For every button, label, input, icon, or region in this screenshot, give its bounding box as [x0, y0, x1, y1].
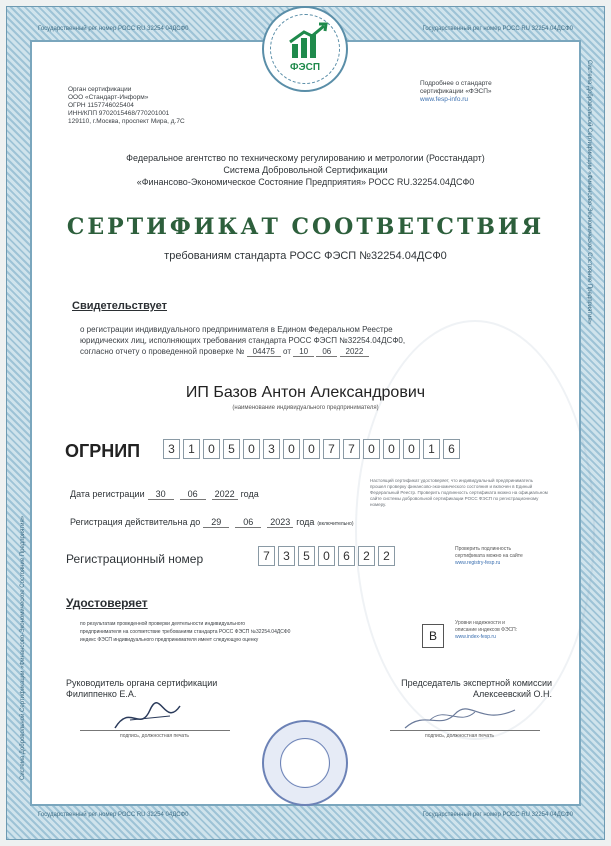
ogrnip-digit: 0 — [243, 439, 260, 459]
agency-line: Система Добровольной Сертификации — [223, 165, 388, 175]
attest-line — [80, 346, 560, 357]
reg-number-digit: 0 — [318, 546, 335, 566]
certify-line: индекс ФЭСП индивидуального предпринимателя имеет следующую оценку — [80, 637, 259, 643]
reg-number-note — [455, 546, 555, 567]
grade-note-link[interactable]: www.index-fesp.ru — [455, 634, 496, 640]
validity-label: Регистрация действительна до — [70, 517, 201, 527]
ogrnip-digit: 7 — [343, 439, 360, 459]
registration-day: 30 — [148, 489, 174, 500]
certify-text — [80, 620, 410, 644]
bottom-border-text — [30, 806, 581, 824]
certify-heading: Удостоверяет — [66, 596, 148, 610]
left-signatory — [66, 678, 217, 700]
org-line: ОГРН 1157746025404 — [68, 102, 134, 109]
ogrnip-digit: 0 — [383, 439, 400, 459]
validity-row — [70, 517, 354, 528]
right-signature-line — [390, 730, 540, 731]
validity-month: 06 — [235, 517, 261, 528]
ogrnip-digit: 7 — [323, 439, 340, 459]
holder-name: ИП Базов Антон Александрович — [185, 384, 426, 401]
registration-year: 2022 — [212, 489, 238, 500]
watermark-seal — [355, 320, 595, 740]
growth-chart-icon — [264, 8, 350, 94]
official-stamp — [262, 720, 348, 806]
fesp-grade: B — [422, 624, 444, 648]
report-number: 04475 — [247, 347, 281, 357]
reference-link[interactable]: www.fesp-info.ru — [420, 96, 469, 103]
validity-year: 2023 — [267, 517, 293, 528]
standard-reference — [420, 80, 550, 104]
right-signatory — [342, 678, 552, 700]
top-strip-right: Государственный рег номер РОСС RU 32254 04ДСФ0 — [422, 26, 573, 32]
org-line: ИНН/КПП 9702015468/770201001 — [68, 110, 170, 117]
reg-number-digit: 6 — [338, 546, 355, 566]
registration-month: 06 — [180, 489, 206, 500]
agency-line: Федеральное агентство по техническому регулированию и метрологии (Росстандарт) — [126, 153, 485, 163]
ogrnip-digit: 3 — [163, 439, 180, 459]
registration-date-row — [70, 489, 259, 500]
right-signatory-title: Председатель экспертной комиссии — [401, 678, 552, 688]
agency-line: «Финансово-Экономическое Состояние Предприятия» РОСС RU.32254.04ДСФ0 — [136, 177, 475, 187]
grade-note-line: описание индексов ФЭСП: — [455, 627, 518, 633]
reg-note-line: Проверить подлинность — [455, 546, 512, 552]
verification-notice: Настоящий сертификат удостоверяет, что индивидуальный предприниматель прошел проверку финансово-экономического состояния и включен в Единый Федеральный Реестр. Проверить подлинность сертификата можно на официальном сайте системы добровольной сертификации РОСС ФЭСП по регистрационному номеру. — [370, 478, 548, 507]
left-signatory-name: Филиппенко Е.А. — [66, 689, 137, 699]
certificate-title: СЕРТИФИКАТ СООТВЕТСТВИЯ — [66, 214, 545, 240]
report-from-label: от — [283, 347, 291, 356]
right-signature-caption: подпись, должностная печать — [425, 733, 494, 739]
reg-number-digit: 7 — [258, 546, 275, 566]
reg-number-row — [66, 552, 203, 566]
reg-note-line: сертификата можно на сайте — [455, 553, 523, 559]
report-year: 2022 — [340, 347, 370, 357]
bottom-strip-right: Государственный рег номер РОСС RU 32254 04ДСФ0 — [422, 812, 573, 818]
ogrnip-digit: 6 — [443, 439, 460, 459]
reg-number-digits — [258, 546, 395, 566]
reg-number-digit: 3 — [278, 546, 295, 566]
ogrnip-digit: 1 — [183, 439, 200, 459]
top-strip-left: Государственный рег номер РОСС RU 32254 04ДСФ0 — [38, 26, 189, 32]
org-line: 129110, г.Москва, проспект Мира, д.7С — [68, 118, 185, 125]
registration-suffix: года — [240, 489, 259, 499]
certify-line: предпринимателя на соответствие требованиям стандарта РОСС ФЭСП №32254.04ДСФ0 — [80, 629, 291, 635]
left-signature — [110, 698, 190, 738]
attest-line: юридических лиц, исполняющих требования стандарта РОСС ФЭСП №32254.04ДСФ0, — [80, 336, 406, 345]
right-border-text: Система Добровольной Сертификации «Финансово-Экономическое Состояние Предприятия» — [586, 60, 592, 325]
certificate-subtitle: требованиям стандарта РОСС ФЭСП №32254.04ДСФ0 — [164, 250, 447, 262]
left-signatory-title: Руководитель органа сертификации — [66, 678, 218, 688]
ogrnip-digit: 0 — [363, 439, 380, 459]
attest-line: о регистрации индивидуального предпринимателя в Едином Федеральном Реестре — [80, 325, 393, 334]
org-line: ООО «Стандарт-Информ» — [68, 94, 149, 101]
reference-line: сертификации «ФЭСП» — [420, 88, 492, 95]
fesp-logo — [262, 6, 348, 92]
registration-date-label: Дата регистрации — [70, 489, 145, 499]
left-border-text: Система Добровольной Сертификации «Финансово-Экономическое Состояние Предприятия» — [20, 515, 26, 780]
ogrnip-digit: 0 — [283, 439, 300, 459]
certify-line: по результатам проведенной проверки деятельности индивидуального — [80, 621, 246, 627]
report-month: 06 — [316, 347, 337, 357]
grade-note-line: Уровни надежности и — [455, 620, 505, 626]
ogrnip-digit: 0 — [403, 439, 420, 459]
logo-brand: ФЭСП — [289, 62, 321, 73]
report-prefix: согласно отчету о проведенной проверке № — [80, 347, 245, 356]
report-day: 10 — [293, 347, 314, 357]
attest-text — [80, 324, 560, 357]
left-signature-caption: подпись, должностная печать — [120, 733, 189, 739]
ogrnip-digit: 3 — [263, 439, 280, 459]
org-line: Орган сертификации — [68, 86, 132, 93]
bottom-strip-left: Государственный рег номер РОСС RU 32254 04ДСФ0 — [38, 812, 189, 818]
right-signatory-name: Алексеевский О.Н. — [473, 689, 552, 699]
validity-suffix: года — [296, 517, 315, 527]
ogrnip-digit: 1 — [423, 439, 440, 459]
validity-day: 29 — [203, 517, 229, 528]
ogrnip-digit: 5 — [223, 439, 240, 459]
reg-number-label: Регистрационный номер — [66, 552, 204, 566]
reference-line: Подробнее о стандарте — [420, 80, 492, 87]
grade-note — [455, 620, 555, 641]
certification-body-info — [68, 86, 238, 126]
reg-number-digit: 2 — [378, 546, 395, 566]
attest-heading: Свидетельствует — [72, 300, 168, 312]
agency-header — [40, 152, 571, 188]
validity-note: (включительно) — [317, 521, 354, 527]
ogrnip-label: ОГРНИП — [65, 441, 141, 461]
reg-number-digit: 5 — [298, 546, 315, 566]
ogrnip-digit: 0 — [303, 439, 320, 459]
reg-number-digit: 2 — [358, 546, 375, 566]
reg-note-link[interactable]: www.registry-fesp.ru — [455, 560, 501, 566]
ogrnip-digits — [163, 439, 460, 459]
ogrnip-digit: 0 — [203, 439, 220, 459]
holder-caption: (наименование индивидуального предпринимателя) — [232, 405, 379, 411]
left-signature-line — [80, 730, 230, 731]
